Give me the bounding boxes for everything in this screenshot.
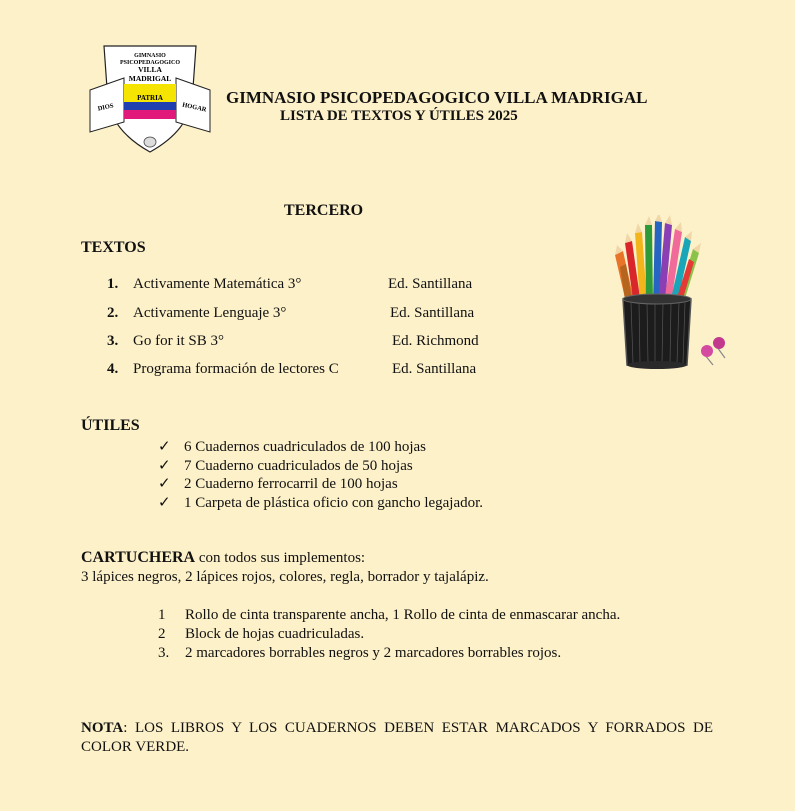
nota-label: NOTA (81, 720, 124, 736)
crest-left: DIOS (97, 102, 115, 113)
school-crest-logo (88, 40, 212, 155)
crest-center: PATRIA (137, 94, 163, 102)
book-title: Activamente Lenguaje 3° (133, 305, 287, 321)
book-number: 1. (107, 276, 119, 292)
book-publisher: Ed. Santillana (388, 276, 473, 292)
checkmark-icon: ✓ (158, 439, 171, 455)
crest-right: HOGAR (181, 101, 208, 114)
book-number: 3. (107, 333, 119, 349)
checkmark-icon: ✓ (158, 458, 171, 474)
book-publisher: Ed. Richmond (392, 333, 479, 349)
checkmark-icon: ✓ (158, 495, 171, 511)
grade-heading: TERCERO (284, 202, 364, 219)
extra-item: 3. 2 marcadores borrables negros y 2 marcadores borrables rojos. (158, 645, 562, 661)
utiles-item: ✓ 7 Cuaderno cuadriculados de 50 hojas (158, 458, 413, 474)
textos-heading: TEXTOS (81, 239, 146, 256)
book-title: Programa formación de lectores C (133, 361, 339, 377)
utiles-item: ✓ 6 Cuadernos cuadriculados de 100 hojas (158, 439, 427, 455)
utiles-item: ✓ 1 Carpeta de plástica oficio con gancho legajador. (158, 495, 484, 511)
book-title: Activamente Matemática 3° (133, 276, 302, 292)
crest-line4: MADRIGAL (128, 74, 172, 83)
cartuchera-line: 3 lápices negros, 2 lápices rojos, colores, regla, borrador y tajalápiz. (81, 569, 489, 585)
book-number: 2. (107, 305, 119, 321)
cartuchera-heading: CARTUCHERA (81, 549, 196, 566)
book-publisher: Ed. Santillana (390, 305, 475, 321)
book-publisher: Ed. Santillana (392, 361, 477, 377)
crest-line1: GIMNASIO (134, 53, 166, 59)
crest-line2: PSICOPEDAGOGICO (119, 60, 181, 66)
book-number: 4. (107, 361, 119, 377)
nota-paragraph (81, 719, 713, 757)
cartuchera-heading-rest: con todos sus implementos: (195, 550, 366, 566)
crest-line3: VILLA (138, 65, 162, 74)
nota-text: : LOS LIBROS Y LOS CUADERNOS DEBEN ESTAR MARCADOS Y FORRADOS DE COLOR VERDE. (81, 720, 713, 755)
cartuchera-heading-line (81, 549, 365, 567)
extra-item: 1 Rollo de cinta transparente ancha, 1 Rollo de cinta de enmascarar ancha. (158, 607, 621, 623)
extra-item: 2 Block de hojas cuadriculadas. (158, 626, 365, 642)
utiles-heading: ÚTILES (81, 417, 140, 434)
utiles-item: ✓ 2 Cuaderno ferrocarril de 100 hojas (158, 476, 398, 492)
pencil-cup-icon (605, 215, 730, 375)
book-title: Go for it SB 3° (133, 333, 225, 349)
school-name: GIMNASIO PSICOPEDAGOGICO VILLA MADRIGAL (226, 88, 648, 107)
checkmark-icon: ✓ (158, 476, 171, 492)
document-subtitle: LISTA DE TEXTOS Y ÚTILES 2025 (280, 108, 518, 124)
